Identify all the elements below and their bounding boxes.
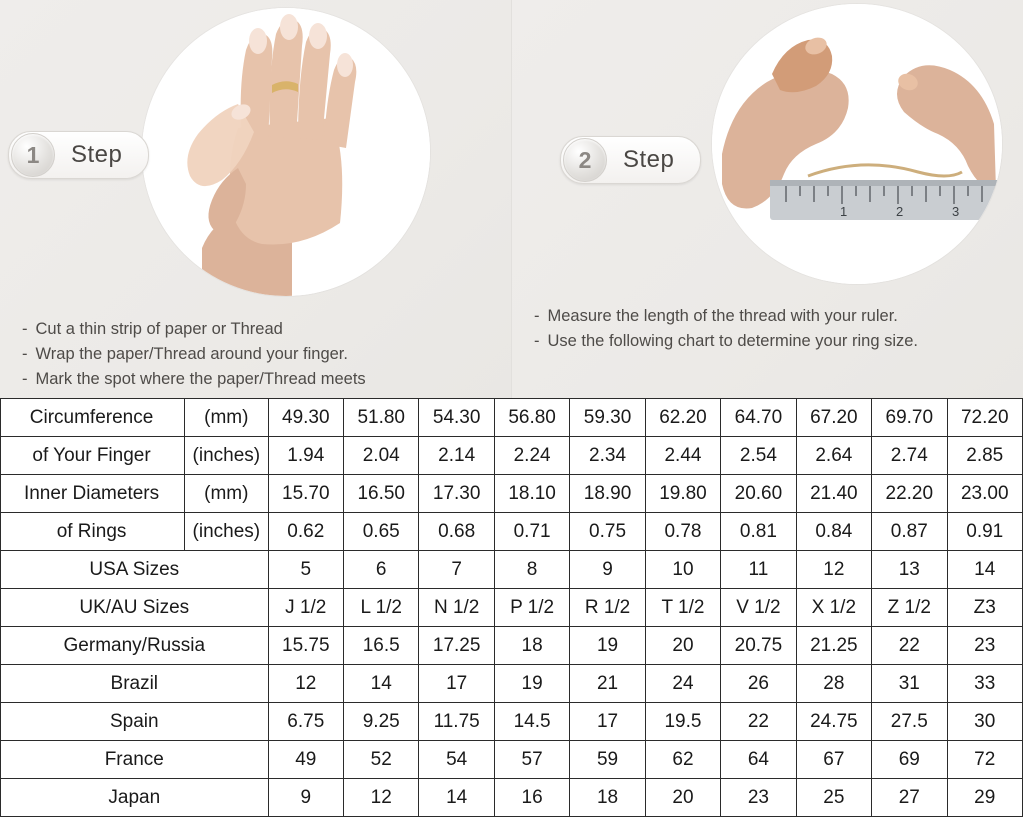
cell: 13 xyxy=(872,551,947,589)
cell: 49 xyxy=(268,741,343,779)
cell: 2.34 xyxy=(570,437,645,475)
cell: 22 xyxy=(872,627,947,665)
row-label: UK/AU Sizes xyxy=(1,589,269,627)
cell: 16.50 xyxy=(344,475,419,513)
cell: 11.75 xyxy=(419,703,494,741)
instruction-text: Measure the length of the thread with your ruler. xyxy=(547,307,898,325)
cell: 67 xyxy=(796,741,871,779)
cell: 72.20 xyxy=(947,399,1023,437)
cell: R 1/2 xyxy=(570,589,645,627)
cell: 2.74 xyxy=(872,437,947,475)
table-row xyxy=(1,627,1023,665)
cell: 17 xyxy=(570,703,645,741)
cell: 18.90 xyxy=(570,475,645,513)
cell: 12 xyxy=(796,551,871,589)
cell: P 1/2 xyxy=(494,589,569,627)
table-row xyxy=(1,513,1023,551)
cell: 30 xyxy=(947,703,1023,741)
cell: 2.85 xyxy=(947,437,1023,475)
step-2-label: Step xyxy=(623,146,675,173)
cell: 31 xyxy=(872,665,947,703)
cell: 64 xyxy=(721,741,796,779)
cell: 8 xyxy=(494,551,569,589)
cell: 9 xyxy=(268,779,343,817)
cell: 49.30 xyxy=(268,399,343,437)
table-row xyxy=(1,779,1023,817)
cell: 67.20 xyxy=(796,399,871,437)
cell: 1.94 xyxy=(268,437,343,475)
cell: 14 xyxy=(344,665,419,703)
row-label: Brazil xyxy=(1,665,269,703)
instruction-line xyxy=(534,304,1001,329)
cell: 57 xyxy=(494,741,569,779)
step-1-label: Step xyxy=(71,141,123,168)
step-1-instructions xyxy=(0,317,511,392)
cell: 22.20 xyxy=(872,475,947,513)
cell: 69.70 xyxy=(872,399,947,437)
cell: 2.64 xyxy=(796,437,871,475)
cell: 33 xyxy=(947,665,1023,703)
cell: 18 xyxy=(494,627,569,665)
cell: 15.70 xyxy=(268,475,343,513)
step-2-photo xyxy=(712,4,1002,284)
instruction-line xyxy=(22,342,489,367)
cell: 12 xyxy=(268,665,343,703)
size-chart-table xyxy=(0,398,1023,817)
svg-text:3: 3 xyxy=(952,204,960,219)
cell: 6.75 xyxy=(268,703,343,741)
step-panel-2 xyxy=(511,0,1023,398)
cell: 23.00 xyxy=(947,475,1023,513)
step-1-number: 1 xyxy=(11,133,55,177)
instruction-text: Use the following chart to determine your ring size. xyxy=(547,332,919,350)
cell: 16.5 xyxy=(344,627,419,665)
cell: 0.68 xyxy=(419,513,494,551)
table-row xyxy=(1,475,1023,513)
bullet-dash: - xyxy=(22,345,28,363)
table-row xyxy=(1,589,1023,627)
steps-section xyxy=(0,0,1023,398)
instruction-line xyxy=(534,329,1001,354)
cell: 0.84 xyxy=(796,513,871,551)
cell: V 1/2 xyxy=(721,589,796,627)
cell: 0.75 xyxy=(570,513,645,551)
cell: 17.30 xyxy=(419,475,494,513)
instruction-text: Cut a thin strip of paper or Thread xyxy=(35,320,283,338)
cell: 14 xyxy=(947,551,1023,589)
cell: 27.5 xyxy=(872,703,947,741)
cell: 64.70 xyxy=(721,399,796,437)
step-2-instructions xyxy=(512,304,1023,354)
cell: 23 xyxy=(947,627,1023,665)
cell: 26 xyxy=(721,665,796,703)
cell: 62.20 xyxy=(645,399,720,437)
cell: Z3 xyxy=(947,589,1023,627)
cell: 12 xyxy=(344,779,419,817)
cell: 0.65 xyxy=(344,513,419,551)
cell: 16 xyxy=(494,779,569,817)
instruction-line xyxy=(22,367,489,392)
cell: 18.10 xyxy=(494,475,569,513)
cell: 2.04 xyxy=(344,437,419,475)
cell: 11 xyxy=(721,551,796,589)
cell: 0.91 xyxy=(947,513,1023,551)
cell: 20.75 xyxy=(721,627,796,665)
cell: 24 xyxy=(645,665,720,703)
hand-measuring-thread-illustration xyxy=(712,4,1002,284)
step-panel-1 xyxy=(0,0,511,398)
cell: 14 xyxy=(419,779,494,817)
ring-size-chart xyxy=(0,398,1023,817)
cell: 22 xyxy=(721,703,796,741)
cell: 19.80 xyxy=(645,475,720,513)
cell: 19 xyxy=(570,627,645,665)
bullet-dash: - xyxy=(534,307,540,325)
cell: 5 xyxy=(268,551,343,589)
row-label: of Rings xyxy=(1,513,185,551)
step-1-photo xyxy=(142,8,430,296)
row-label: Germany/Russia xyxy=(1,627,269,665)
instruction-line xyxy=(22,317,489,342)
cell: 14.5 xyxy=(494,703,569,741)
cell: 10 xyxy=(645,551,720,589)
table-row xyxy=(1,741,1023,779)
cell: 72 xyxy=(947,741,1023,779)
cell: 19 xyxy=(494,665,569,703)
step-2-badge xyxy=(560,136,701,184)
cell: 20 xyxy=(645,627,720,665)
cell: 21.40 xyxy=(796,475,871,513)
step-1-badge xyxy=(8,131,149,179)
cell: J 1/2 xyxy=(268,589,343,627)
cell: 28 xyxy=(796,665,871,703)
cell: 62 xyxy=(645,741,720,779)
row-unit: (inches) xyxy=(185,437,268,475)
instruction-text: Mark the spot where the paper/Thread meets xyxy=(35,370,366,388)
row-label: Circumference xyxy=(1,399,185,437)
row-unit: (mm) xyxy=(185,475,268,513)
cell: 9.25 xyxy=(344,703,419,741)
table-row xyxy=(1,437,1023,475)
bullet-dash: - xyxy=(22,320,28,338)
row-label: France xyxy=(1,741,269,779)
instruction-text: Wrap the paper/Thread around your finger. xyxy=(35,345,348,363)
cell: 24.75 xyxy=(796,703,871,741)
cell: 54 xyxy=(419,741,494,779)
svg-text:1: 1 xyxy=(840,204,848,219)
cell: T 1/2 xyxy=(645,589,720,627)
bullet-dash: - xyxy=(534,332,540,350)
row-label: Japan xyxy=(1,779,269,817)
cell: 21.25 xyxy=(796,627,871,665)
cell: 23 xyxy=(721,779,796,817)
cell: 2.54 xyxy=(721,437,796,475)
table-row xyxy=(1,551,1023,589)
row-label: of Your Finger xyxy=(1,437,185,475)
row-label: Spain xyxy=(1,703,269,741)
cell: 2.24 xyxy=(494,437,569,475)
cell: 0.78 xyxy=(645,513,720,551)
row-label: USA Sizes xyxy=(1,551,269,589)
cell: 15.75 xyxy=(268,627,343,665)
table-row xyxy=(1,703,1023,741)
cell: X 1/2 xyxy=(796,589,871,627)
cell: 59 xyxy=(570,741,645,779)
cell: 56.80 xyxy=(494,399,569,437)
cell: 19.5 xyxy=(645,703,720,741)
cell: 2.44 xyxy=(645,437,720,475)
table-row xyxy=(1,665,1023,703)
cell: N 1/2 xyxy=(419,589,494,627)
ruler xyxy=(770,180,1000,220)
row-unit: (inches) xyxy=(185,513,268,551)
cell: 2.14 xyxy=(419,437,494,475)
cell: 18 xyxy=(570,779,645,817)
table-row xyxy=(1,399,1023,437)
cell: L 1/2 xyxy=(344,589,419,627)
cell: 51.80 xyxy=(344,399,419,437)
cell: 6 xyxy=(344,551,419,589)
cell: 17.25 xyxy=(419,627,494,665)
cell: 20.60 xyxy=(721,475,796,513)
svg-text:2: 2 xyxy=(896,204,904,219)
cell: 7 xyxy=(419,551,494,589)
cell: Z 1/2 xyxy=(872,589,947,627)
cell: 0.81 xyxy=(721,513,796,551)
cell: 0.71 xyxy=(494,513,569,551)
cell: 0.87 xyxy=(872,513,947,551)
cell: 9 xyxy=(570,551,645,589)
step-2-number: 2 xyxy=(563,138,607,182)
cell: 29 xyxy=(947,779,1023,817)
cell: 21 xyxy=(570,665,645,703)
cell: 59.30 xyxy=(570,399,645,437)
hand-with-thread-illustration xyxy=(142,8,430,296)
cell: 0.62 xyxy=(268,513,343,551)
cell: 17 xyxy=(419,665,494,703)
cell: 27 xyxy=(872,779,947,817)
cell: 69 xyxy=(872,741,947,779)
cell: 52 xyxy=(344,741,419,779)
cell: 20 xyxy=(645,779,720,817)
cell: 54.30 xyxy=(419,399,494,437)
bullet-dash: - xyxy=(22,370,28,388)
cell: 25 xyxy=(796,779,871,817)
row-unit: (mm) xyxy=(185,399,268,437)
row-label: Inner Diameters xyxy=(1,475,185,513)
